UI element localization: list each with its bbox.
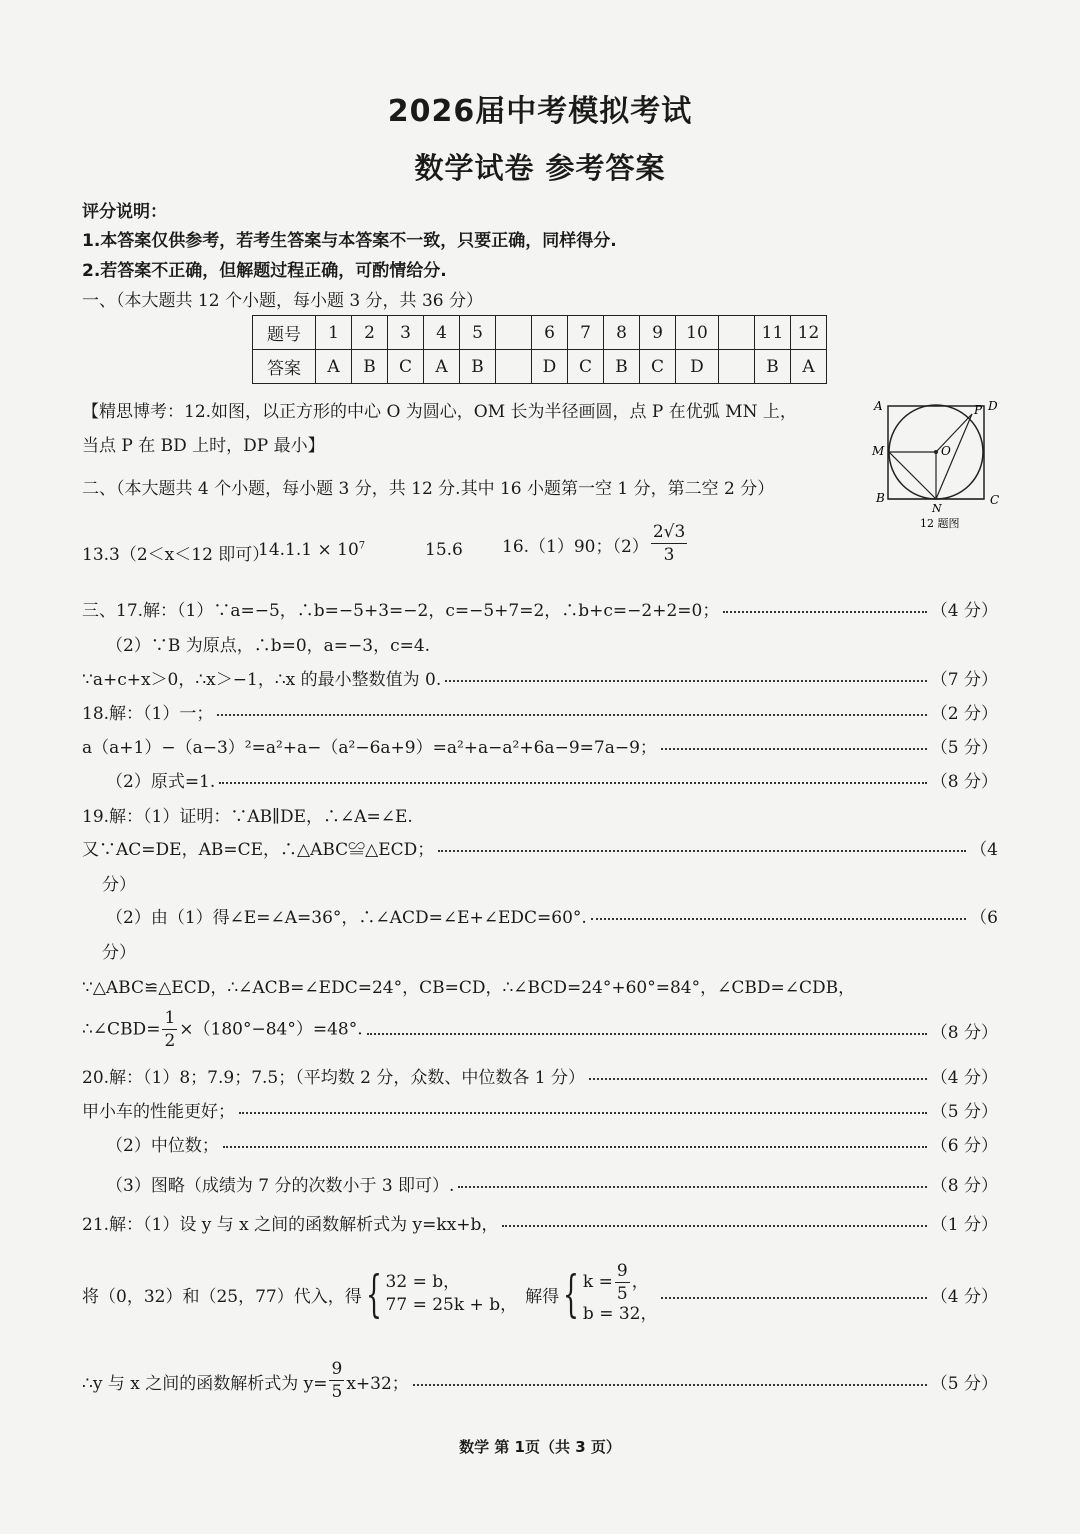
q19-line-2-wrap: 分） xyxy=(102,875,136,895)
q19-line-5 xyxy=(82,1008,998,1051)
answer-cell: A xyxy=(316,350,352,384)
answer-16-fraction xyxy=(651,524,687,564)
q20-line-1 xyxy=(82,1062,998,1088)
score: （5 分） xyxy=(930,1101,998,1122)
grading-heading: 评分说明： xyxy=(82,202,167,222)
question-cell: 9 xyxy=(640,316,676,350)
q18-line-2 xyxy=(82,732,998,758)
equation-system xyxy=(386,1271,518,1317)
q20-line-1-text: 20.解：（1）8；7.9；7.5；（平均数 2 分，众数、中位数各 1 分） xyxy=(82,1067,585,1088)
question-cell: 3 xyxy=(388,316,424,350)
question-cell: 6 xyxy=(532,316,568,350)
q19-line-3-text: （2）由（1）得∠E=∠A=36°，∴∠ACD=∠E+∠EDC=60°. xyxy=(106,907,587,928)
numerator: 9 xyxy=(616,1260,628,1281)
score: （4 xyxy=(970,839,998,860)
exam-title: 2026届中考模拟考试 xyxy=(387,94,693,129)
empty-cell xyxy=(719,316,755,350)
q20-line-4-text: （3）图略（成绩为 7 分的次数小于 3 即可）. xyxy=(106,1175,455,1196)
page-footer: 数学 第 1页（共 3 页） xyxy=(459,1438,621,1456)
section2-heading: 二、（本大题共 4 个小题，每小题 3 分，共 12 分.其中 16 小题第一空 1 分，第二空 2 分） xyxy=(82,479,775,499)
answer-cell: B xyxy=(352,350,388,384)
empty-cell xyxy=(496,350,532,384)
score: （6 分） xyxy=(930,1135,998,1156)
fraction-one-half xyxy=(162,1010,177,1050)
question-cell: 11 xyxy=(755,316,791,350)
leader-dots xyxy=(219,782,926,784)
score: （5 分） xyxy=(930,737,998,758)
question-cell: 2 xyxy=(352,316,388,350)
question-number-row xyxy=(253,316,827,350)
label-n: N xyxy=(932,502,942,515)
score: （2 分） xyxy=(930,703,998,724)
label-b: B xyxy=(876,491,885,505)
solution-system xyxy=(582,1260,658,1326)
figure-caption: 12 题图 xyxy=(920,517,960,530)
q21-result-suffix: x+32； xyxy=(346,1373,409,1394)
label-c: C xyxy=(990,493,1000,507)
q19-line-5-suffix: ×（180°−84°）=48°. xyxy=(179,1019,363,1040)
leader-dots xyxy=(367,1033,927,1035)
answer-cell: A xyxy=(791,350,827,384)
question-cell: 8 xyxy=(604,316,640,350)
empty-cell xyxy=(496,316,532,350)
q20-line-3 xyxy=(106,1130,998,1156)
score: （8 分） xyxy=(930,1175,998,1196)
denominator: 5 xyxy=(616,1283,628,1304)
answer-cell: A xyxy=(424,350,460,384)
q21-line-3 xyxy=(82,1359,998,1402)
solve-text: 解得 xyxy=(525,1286,560,1307)
geometry-figure xyxy=(868,394,1008,534)
q19-line-2-text: 又∵AC=DE，AB=CE，∴△ABC≌△ECD； xyxy=(82,839,435,860)
q20-line-3-text: （2）中位数； xyxy=(106,1135,219,1156)
q19-line-5-text xyxy=(82,1010,363,1050)
q21-result-prefix: ∴y 与 x 之间的函数解析式为 y= xyxy=(82,1373,328,1394)
solution-b: b = 32， xyxy=(582,1303,658,1324)
answer-cell: B xyxy=(755,350,791,384)
label-m: M xyxy=(872,444,885,458)
q21-line-1-text: 21.解：（1）设 y 与 x 之间的函数解析式为 y=kx+b， xyxy=(82,1214,499,1235)
q17-line-1-text: 三、17.解：（1）∵a=−5，∴b=−5+3=−2，c=−5+7=2，∴b+c=−2+2=0； xyxy=(82,600,720,621)
leader-dots xyxy=(223,1146,927,1148)
answer-cell: D xyxy=(676,350,719,384)
k-label: k = xyxy=(582,1272,613,1293)
brace-icon: { xyxy=(365,1265,382,1323)
tip-line-1: 【精思博考：12.如图，以正方形的中心 O 为圆心，OM 长为半径画圆，点 P 在优弧 MN 上， xyxy=(82,402,797,422)
denominator: 2 xyxy=(164,1031,176,1051)
leader-dots xyxy=(239,1112,927,1114)
leader-dots xyxy=(589,1078,927,1080)
q18-line-2-text: a（a+1）−（a−3）²=a²+a−（a²−6a+9）=a²+a−a²+6a−9=7a−9； xyxy=(82,737,657,758)
q20-line-2 xyxy=(82,1096,998,1122)
q19-line-1: 19.解：（1）证明：∵AB∥DE，∴∠A=∠E. xyxy=(82,807,413,827)
q21-line-2 xyxy=(82,1256,998,1332)
fraction-nine-fifths xyxy=(329,1361,344,1401)
label-p: P xyxy=(974,403,983,417)
grading-note-1: 1.本答案仅供参考，若考生答案与本答案不一致，只要正确，同样得分. xyxy=(82,231,617,251)
equation-1: 32 = b， xyxy=(385,1272,461,1293)
row-label-question: 题号 xyxy=(253,316,316,350)
q17-line-3-text: ∵a+c+x＞0，∴x＞−1，∴x 的最小整数值为 0. xyxy=(82,669,442,690)
exam-subtitle: 数学试卷 参考答案 xyxy=(414,151,666,185)
answer-table xyxy=(252,315,827,384)
fraction-nine-fifths xyxy=(615,1260,630,1304)
answer-cell: C xyxy=(388,350,424,384)
label-d: D xyxy=(988,399,998,413)
answer-16-prefix: 16.（1）90；（2） xyxy=(502,536,649,557)
q21-line-1 xyxy=(82,1209,998,1235)
q17-line-2: （2）∵B 为原点，∴b=0，a=−3，c=4. xyxy=(106,636,431,656)
score: （6 xyxy=(970,907,998,928)
question-cell: 10 xyxy=(676,316,719,350)
solution-k: k = $\frac{9}{5}$ ， xyxy=(582,1260,649,1304)
label-o: O xyxy=(941,444,951,458)
q17-line-3 xyxy=(82,664,998,690)
numerator: 9 xyxy=(331,1359,343,1379)
brace-icon: { xyxy=(563,1265,579,1323)
answer-14-exponent: 7 xyxy=(358,540,366,552)
answer-16-numerator: 2√3 xyxy=(652,522,686,542)
answer-row xyxy=(253,350,827,384)
q19-line-3 xyxy=(106,902,998,928)
score: （5 分） xyxy=(930,1373,998,1394)
equation-2: 77 = 25k + b， xyxy=(385,1295,518,1315)
answer-cell: B xyxy=(604,350,640,384)
leader-dots xyxy=(445,680,927,682)
q18-line-3 xyxy=(106,766,998,792)
q21-line-2-text xyxy=(82,1260,658,1326)
q19-line-4: ∵△ABC≌△ECD，∴∠ACB=∠EDC=24°，CB=CD，∴∠BCD=24°+60°=84°，∠CBD=∠CDB， xyxy=(82,978,856,998)
answer-14 xyxy=(258,540,365,560)
answer-16 xyxy=(502,524,689,564)
q18-line-3-text: （2）原式=1. xyxy=(106,771,216,792)
score: （1 分） xyxy=(930,1214,998,1235)
answer-13: 13.3（2＜x＜12 即可） xyxy=(82,545,270,565)
answer-14-base: 14.1.1 × 10 xyxy=(258,540,359,560)
answer-cell: C xyxy=(640,350,676,384)
label-a: A xyxy=(874,399,883,413)
score: （8 分） xyxy=(930,771,998,792)
question-cell: 5 xyxy=(460,316,496,350)
denominator: 5 xyxy=(331,1382,343,1402)
score: （4 分） xyxy=(930,600,998,621)
tip-line-2: 当点 P 在 BD 上时，DP 最小】 xyxy=(82,436,325,456)
q17-line-1 xyxy=(82,595,998,621)
score: （8 分） xyxy=(930,1022,998,1043)
q18-line-1 xyxy=(82,698,998,724)
leader-dots xyxy=(217,714,926,716)
leader-dots xyxy=(661,748,927,750)
q19-line-2 xyxy=(82,834,998,860)
score: （7 分） xyxy=(930,669,998,690)
score: （4 分） xyxy=(930,1286,998,1307)
leader-dots xyxy=(438,850,966,852)
leader-dots xyxy=(591,918,966,920)
q21-substitute-text: 将（0，32）和（25，77）代入，得 xyxy=(82,1286,362,1307)
q20-line-2-text: 甲小车的性能更好； xyxy=(82,1101,235,1122)
q20-line-4 xyxy=(106,1170,998,1196)
leader-dots xyxy=(458,1186,926,1188)
answer-15: 15.6 xyxy=(425,540,463,560)
numerator: 1 xyxy=(164,1008,176,1028)
section1-heading: 一、（本大题共 12 个小题，每小题 3 分，共 36 分） xyxy=(82,291,484,311)
q19-line-5-prefix: ∴∠CBD= xyxy=(82,1019,161,1040)
leader-dots xyxy=(723,611,926,613)
leader-dots xyxy=(502,1225,926,1227)
score: （4 分） xyxy=(930,1067,998,1088)
question-cell: 1 xyxy=(316,316,352,350)
center-point xyxy=(934,450,938,454)
q18-line-1-text: 18.解：（1）一； xyxy=(82,703,214,724)
q21-line-3-text xyxy=(82,1361,409,1401)
question-cell: 7 xyxy=(568,316,604,350)
empty-cell xyxy=(719,350,755,384)
grading-note-2: 2.若答案不正确，但解题过程正确，可酌情给分. xyxy=(82,261,447,281)
q19-line-3-wrap: 分） xyxy=(102,943,136,963)
question-cell: 12 xyxy=(791,316,827,350)
leader-dots xyxy=(661,1297,926,1299)
answer-cell: D xyxy=(532,350,568,384)
answer-cell: B xyxy=(460,350,496,384)
row-label-answer: 答案 xyxy=(253,350,316,384)
answer-16-denominator: 3 xyxy=(663,545,675,565)
question-cell: 4 xyxy=(424,316,460,350)
leader-dots xyxy=(413,1384,927,1386)
answer-cell: C xyxy=(568,350,604,384)
